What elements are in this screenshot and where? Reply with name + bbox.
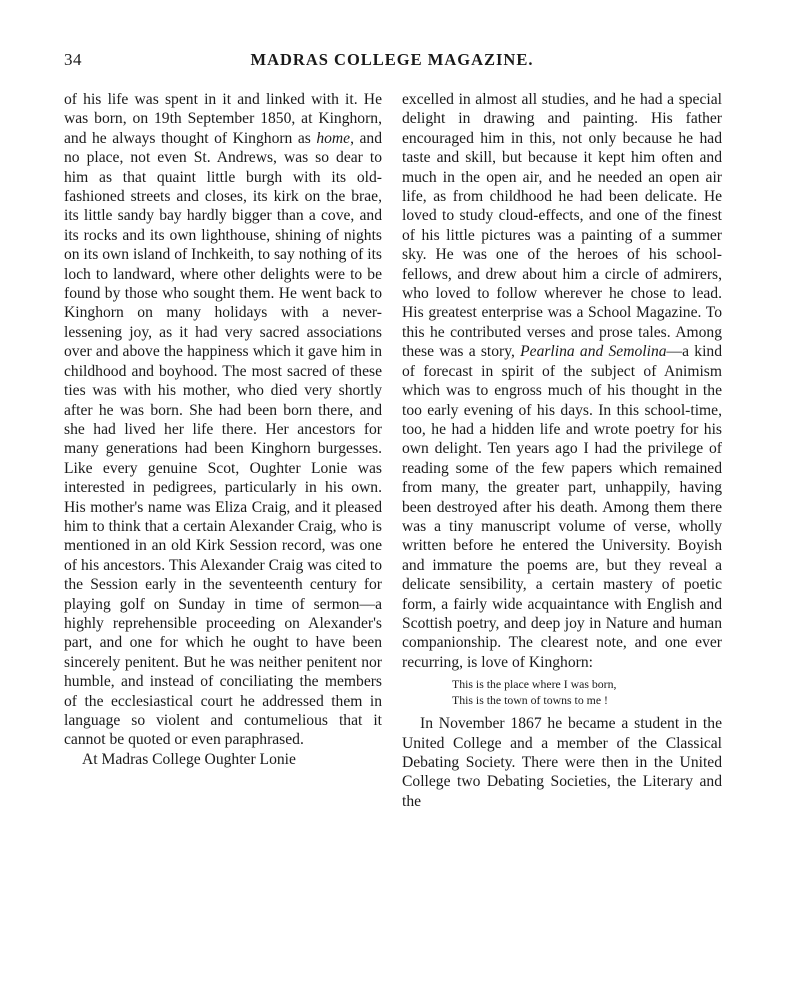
story-title: Pearlina and Semolina <box>520 343 667 361</box>
paragraph: In November 1867 he became a student in the United College and a member of the Classical Debating Society. There were then in the United College two Debating Societies, the Literary and the <box>402 715 722 810</box>
right-column <box>402 90 722 811</box>
paragraph-text: of his life was spent in it and linked with it. He was born, on 19th September 1850, at Kinghorn, and he always thought of Kinghorn as <box>64 91 382 147</box>
left-column <box>64 90 382 769</box>
running-title: MADRAS COLLEGE MAGAZINE. <box>250 50 534 69</box>
paragraph <box>402 90 722 672</box>
paragraph-text: excelled in almost all studies, and he had a special delight in drawing and painting. His father encouraged him in this, not only because he had taste and skill, but because it kept him often and much in the open air, and he needed an open air life, as from childhood he had been delicate. He loved to study cloud-effects, and one of the finest of his little pictures was a painting of a summer sky. He was one of the heroes of his school-fellows, and drew about him a circle of admirers, who loved to follow wherever he chose to lead. His greatest enterprise was a School Magazine. To this he contributed verses and prose tales. Among these was a story, <box>402 91 722 361</box>
paragraph-text: , and no place, not even St. Andrews, was so dear to him as that quaint little burgh with its old-fashioned streets and closes, its kirk on the brae, its little sandy bay hardly bigger than a cove, and its rocks and its own lighthouse, shining of nights on its own island of Inchkeith, to say nothing of its loch to landward, where other delights were to be found by those who sought them. He went back to Kinghorn on many holidays with a never-lessening joy, as it had very sacred associations over and above the happiness which it gave him in childhood and boyhood. The most sacred of these ties was with his mother, who died very shortly after he was born. She had been born there, and she had lived her life there. Her ancestors for many generations had been Kinghorn burgesses. Like every genuine Scot, Oughter Lonie was interested in pedigrees, particularly in his own. His mother's name was Eliza Craig, and it pleased him to think that a certain Alexander Craig, who is mentioned in an old Kirk Session record, was one of his ancestors. This Alexander Craig was cited to the Session early in the seventeenth century for playing golf on Sunday in time of sermon—a highly reprehensible proceeding on Alexander's part, and one for which he ought to have been sincerely penitent. But he was neither penitent nor humble, and instead of conciliating the members of the ecclesiastical court he addressed them in language so violent and contumelious that it cannot be quoted or even paraphrased. <box>64 129 382 749</box>
paragraph <box>64 90 382 750</box>
verse-line: This is the place where I was born, <box>452 677 617 692</box>
paragraph: At Madras College Oughter Lonie <box>82 750 296 768</box>
verse-quote <box>402 676 722 708</box>
paragraph-text: —a kind of forecast in spirit of the subject of Animism which was to engross much of his thought in the too early evening of his days. In this school-time, too, he had a hidden life and wrote poetry for his own delight. Ten years ago I had the privilege of reading some of the few papers which remained from many, the greater part, unhappily, having been destroyed after his death. Among them there was a tiny manuscript volume of verse, wholly written before he entered the University. Boyish and immature the poems are, but they reveal a delicate sensibility, a certain mastery of poetic form, a fairly wide acquaintance with English and Scottish poetry, and deep joy in Nature and human companionship. The clearest note, and one ever recurring, is love of Kinghorn: <box>402 343 722 671</box>
page-header <box>64 50 720 78</box>
verse-line: This is the town of towns to me ! <box>452 693 608 708</box>
page-number: 34 <box>64 50 82 69</box>
emphasis-text: home <box>316 129 351 147</box>
